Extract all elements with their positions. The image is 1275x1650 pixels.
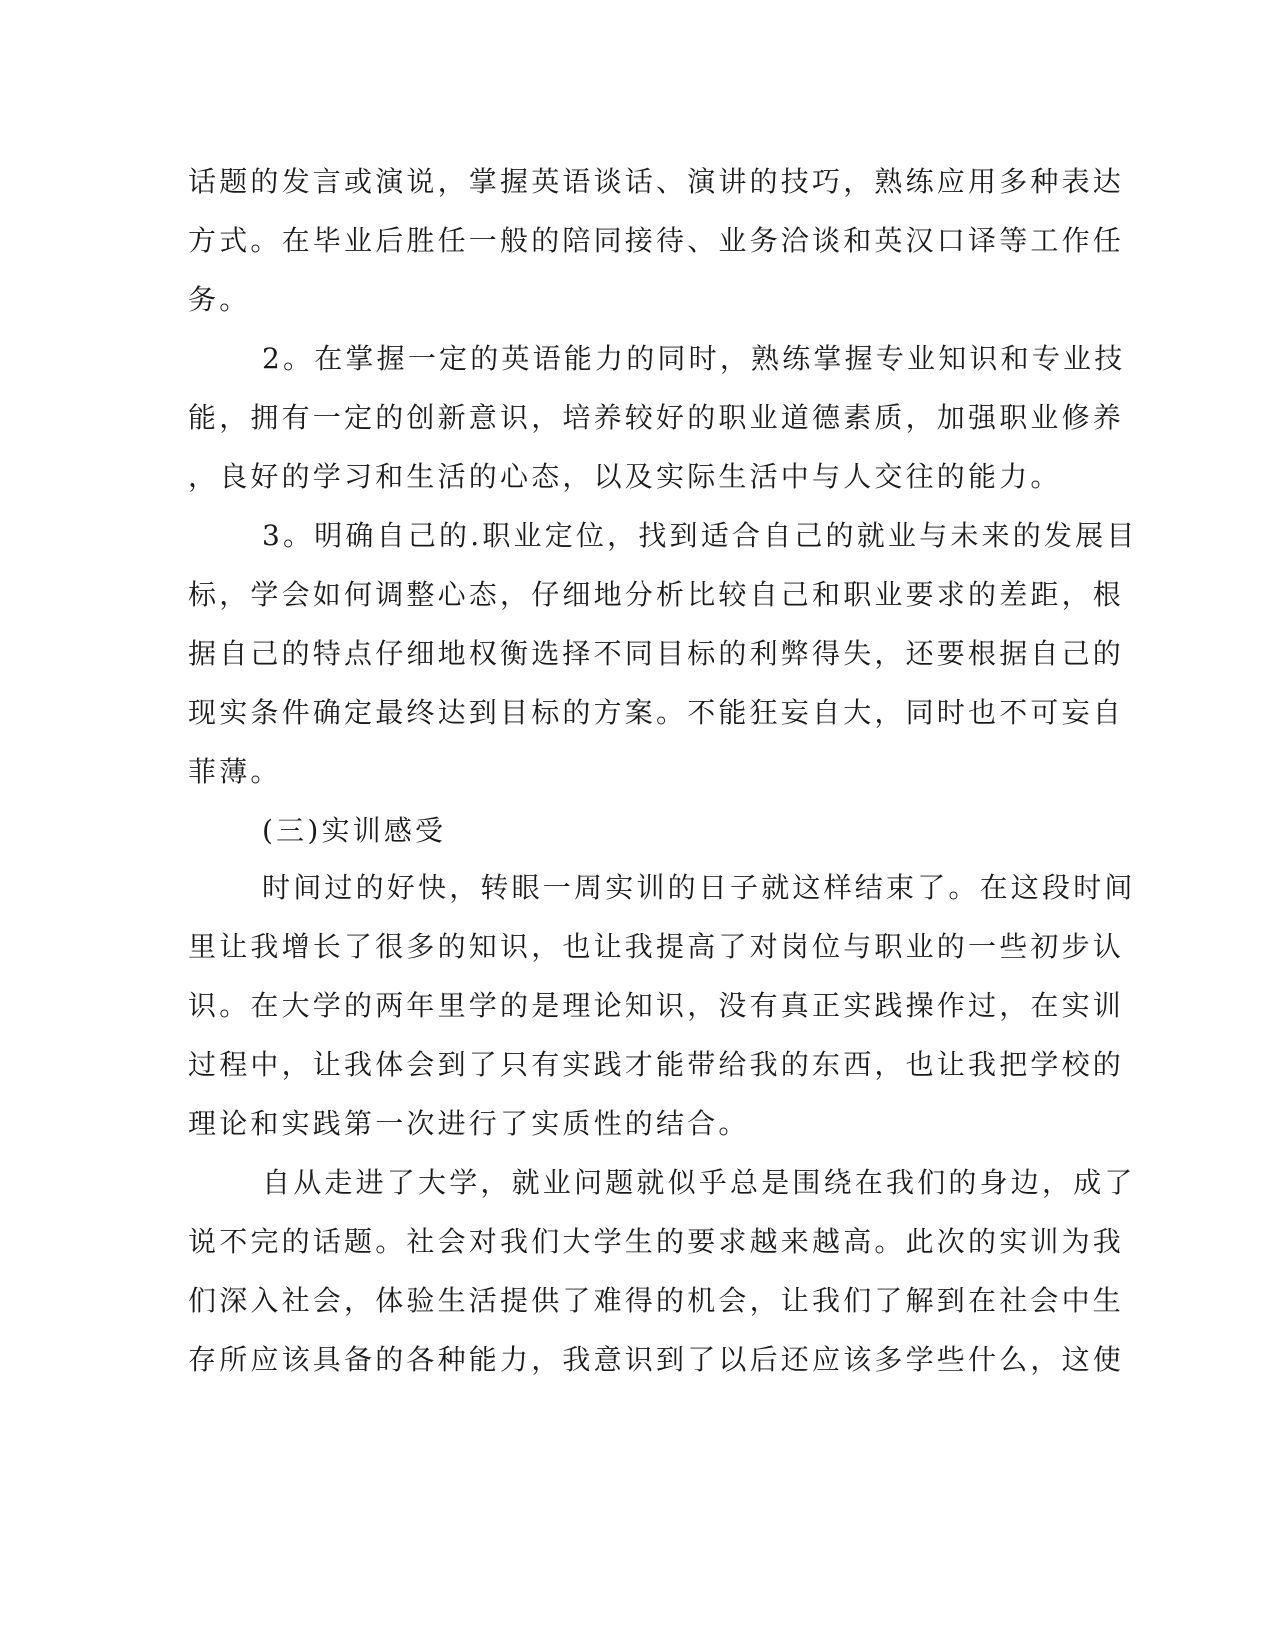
text-line: 方式。在毕业后胜任一般的陪同接待、业务洽谈和英汉口译等工作任 [188,224,1125,257]
text-line: 说不完的话题。社会对我们大学生的要求越来越高。此次的实训为我 [188,1225,1125,1258]
text-line: 能，拥有一定的创新意识，培养较好的职业道德素质，加强职业修养 [188,401,1125,434]
text-line: 里让我增长了很多的知识，也让我提高了对岗位与职业的一些初步认 [188,930,1125,963]
text-line: 时间过的好快，转眼一周实训的日子就这样结束了。在这段时间 [262,871,1136,904]
text-line: 2。在掌握一定的英语能力的同时，熟练掌握专业知识和专业技 [262,342,1126,375]
text-line: 自从走进了大学，就业问题就似乎总是围绕在我们的身边，成了 [262,1166,1136,1199]
text-line: 标，学会如何调整心态，仔细地分析比较自己和职业要求的差距，根 [188,578,1125,611]
text-line: 们深入社会，体验生活提供了难得的机会，让我们了解到在社会中生 [188,1284,1125,1317]
text-line: 菲薄。 [188,755,282,788]
text-line: ，良好的学习和生活的心态，以及实际生活中与人交往的能力。 [188,460,1062,493]
text-line: 务。 [188,283,251,316]
text-line: 存所应该具备的各种能力，我意识到了以后还应该多学些什么，这使 [188,1343,1125,1376]
text-line: 话题的发言或演说，掌握英语谈话、演讲的技巧，熟练应用多种表达 [188,165,1125,198]
text-line: 现实条件确定最终达到目标的方案。不能狂妄自大，同时也不可妄自 [188,696,1125,729]
text-line: 理论和实践第一次进行了实质性的结合。 [188,1107,750,1140]
text-line: 识。在大学的两年里学的是理论知识，没有真正实践操作过，在实训 [188,989,1125,1022]
text-line: 据自己的特点仔细地权衡选择不同目标的利弊得失，还要根据自己的 [188,637,1125,670]
section-heading: (三)实训感受 [262,814,447,847]
text-line: 过程中，让我体会到了只有实践才能带给我的东西，也让我把学校的 [188,1048,1125,1081]
text-line: 3。明确自己的.职业定位，找到适合自己的就业与未来的发展目 [262,519,1138,552]
